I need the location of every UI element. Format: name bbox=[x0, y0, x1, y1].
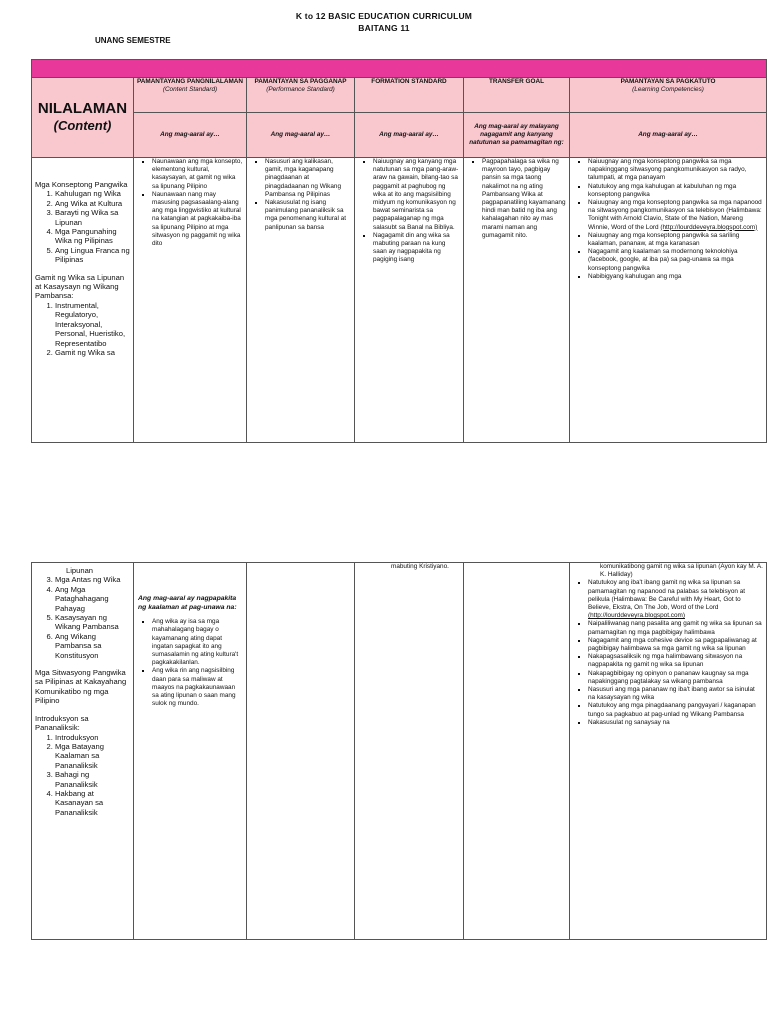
learning-competency-item: ▪ Naiuugnay ang mga konseptong pangwika sa sariling kaalaman, pananaw, at mga karanasan bbox=[588, 232, 763, 248]
curriculum-table-page1 bbox=[31, 59, 767, 443]
bullet-list bbox=[134, 158, 246, 248]
content-topic-list bbox=[35, 575, 130, 660]
learning-competency-item: ▪ Nasusuri ang mga pananaw ng iba't ibang awtor sa isinulat na kasaysayan ng wika bbox=[588, 686, 763, 702]
content-topic-item: 5. Ang Lingua Franca ng Pilipinas bbox=[55, 246, 130, 265]
content-header-title: NILALAMAN bbox=[37, 100, 128, 117]
transfer-goal-item: ▪ Pagpapahalaga sa wika ng mayroon tayo, pagbigay pansin sa mga taong nakalimot na ng ating Pambansang Wika at pagpapanatiling kayamanang hindi man batid ng iba ang kahalagahan nito ay mas marami naman ang gumagamit nito. bbox=[482, 158, 566, 240]
performance-standard-cell bbox=[247, 158, 355, 443]
content-standard-cell bbox=[134, 158, 247, 443]
learning-competency-item: ▪ Naipaliliwanag nang pasalita ang gamit ng wika sa lipunan sa pamamagitan ng mga pagbibigay halimbawa bbox=[588, 620, 763, 636]
content-row-page2 bbox=[32, 563, 767, 940]
content-topic-item: 2. Gamit ng Wika sa bbox=[55, 348, 130, 357]
content-standard-header bbox=[134, 78, 247, 113]
bullet-list bbox=[134, 618, 246, 708]
learning-competency-item: ▪ Naiuugnay ang mga konseptong pangwika sa mga napanood na sitwasyong pangkomunikasyon sa telebisyon (Halimbawa: Tonight with Arnold Clavio, State of the Nation, Mareng Winnie, Word of the Lord (http://lourddeveyra.blogspot.com) bbox=[588, 199, 763, 232]
content-topic-item: 3. Barayti ng Wika sa Lipunan bbox=[55, 208, 130, 227]
stem-c4: Ang mag-aaral ay malayang nagagamit ang kanyang natutunan sa pamamagitan ng: bbox=[464, 113, 570, 158]
learning-competencies-cell bbox=[570, 563, 767, 940]
content-topic-item: 3. Bahagi ng Pananaliksik bbox=[55, 770, 130, 789]
learning-competencies-sub: (Learning Competencies) bbox=[632, 86, 704, 94]
formation-standard-cell bbox=[355, 563, 464, 940]
content-cell bbox=[32, 158, 134, 443]
curriculum-table-page2 bbox=[31, 562, 767, 940]
stem-c5: Ang mag-aaral ay… bbox=[570, 113, 767, 158]
bullet-list bbox=[464, 158, 569, 240]
content-topic-title: Mga Sitwasyong Pangwika sa Pilipinas at Kakayahang Komunikatibo ng mga Pilipino bbox=[35, 668, 127, 706]
bullet-list bbox=[355, 158, 463, 265]
content-topic-title: Gamit ng Wika sa Lipunan at Kasaysayn ng Wikang Pambansa: bbox=[35, 272, 125, 301]
bullet-list bbox=[570, 158, 766, 281]
reference-link[interactable]: (http://lourddeveyra.blogspot.com) bbox=[660, 223, 758, 231]
bullet-list bbox=[247, 158, 354, 232]
curriculum-title: K to 12 BASIC EDUCATION CURRICULUM bbox=[295, 11, 473, 21]
column-header-row bbox=[32, 78, 767, 113]
content-topic-item: 1. Introduksyon bbox=[55, 733, 130, 742]
learning-competencies-title: PAMANTAYAN SA PAGKATUTO bbox=[620, 78, 716, 85]
content-standard-cell bbox=[134, 563, 247, 940]
content-standard-title: PAMANTAYANG PANGNILALAMAN bbox=[136, 78, 244, 85]
content-standard-intro: Ang mag-aaral ay nagpapakita ng kaalaman at pag-unawa na: bbox=[138, 595, 237, 611]
content-header bbox=[32, 78, 134, 158]
reference-link[interactable]: (http://lourddeveyra.blogspot.com) bbox=[588, 612, 685, 620]
learning-competency-item: ▪ Natutukoy ang mga kahulugan at kabuluhan ng mga konseptong pangwika bbox=[588, 183, 763, 199]
content-topic-item: 4. Hakbang at Kasanayan sa Pananaliksik bbox=[55, 789, 130, 817]
stem-c1: Ang mag-aaral ay… bbox=[134, 113, 247, 158]
content-topic-list bbox=[35, 301, 130, 357]
performance-standard-item: ▪ Nakasusulat ng isang panimulang pananaliksik sa mga penomenang kultural at panlipunan sa bansa bbox=[265, 199, 351, 232]
learning-competencies-cell bbox=[570, 158, 767, 443]
learning-competency-item: ▪ Nakasusulat ng sanaysay na bbox=[588, 719, 763, 727]
learning-competencies-header bbox=[570, 78, 767, 113]
content-topic-item: 5. Kasaysayan ng Wikang Pambansa bbox=[55, 613, 130, 632]
content-topic-item: 6. Ang Wikang Pambansa sa Konstitusyon bbox=[55, 632, 130, 660]
learning-competency-cont: komunikatibong gamit ng wika sa lipunan (Ayon kay M. A. K. Halliday) bbox=[600, 563, 763, 579]
performance-standard-cell bbox=[247, 563, 355, 940]
formation-standard-header bbox=[355, 78, 464, 113]
content-cell bbox=[32, 563, 134, 940]
content-topic-item: 1. Instrumental, Regulatoryo, Interaksyonal, Personal, Hueristiko, Representatibo bbox=[55, 301, 130, 348]
learning-competency-item: ▪ Nagagamit ang kaalaman sa modernong teknolohiya (facebook, google, at iba pa) sa pag-unawa sa mga konseptong pangwika bbox=[588, 248, 763, 273]
content-topic-item: 2. Mga Batayang Kaalaman sa Pananaliksik bbox=[55, 742, 130, 770]
transfer-goal-cell bbox=[464, 563, 570, 940]
formation-standard-item: ▪ Nagagamit din ang wika sa mabuting paraan na kung saan ay nagpapakita ng pagiging isang bbox=[373, 232, 460, 265]
content-standard-sub: (Content Standard) bbox=[162, 86, 218, 94]
learning-competency-item: ▪ Natutukoy ang mga pinagdaanang pangyayari / kaganapan tungo sa pagkabuo at pag-unlad ng Wikang Pambansa bbox=[588, 702, 763, 718]
content-topic-item: 4. Mga Pangunahing Wika ng Pilipinas bbox=[55, 227, 130, 246]
content-topic-item: 1. Kahulugan ng Wika bbox=[55, 189, 130, 198]
stem-row bbox=[32, 113, 767, 158]
content-header-sub: (Content) bbox=[53, 118, 112, 133]
formation-standard-cont: mabuting Kristiyano. bbox=[391, 563, 449, 570]
content-standard-item: ▪ Naunawaan ang mga konsepto, elementong kultural, kasaysayan, at gamit ng wika sa lipunang Pilipino bbox=[152, 158, 243, 191]
content-topic-list bbox=[35, 733, 130, 818]
performance-standard-header bbox=[247, 78, 355, 113]
content-standard-item: ▪ Naunawaan nang may masusing pagsasaalang-alang ang mga linggwistiko at kultural na katangian at pagkakaiba-iba sa lipunang Pilipino at mga sitwasyon ng paggamit ng wika dito bbox=[152, 191, 243, 248]
stem-c3: Ang mag-aaral ay… bbox=[355, 113, 464, 158]
semester-label: UNANG SEMESTRE bbox=[95, 36, 171, 45]
learning-competency-item: ▪ Nagagamit ang mga cohesive device sa pagpapaliwanag at pagbibigay halimbawa sa mga gamit ng wika sa lipunan bbox=[588, 637, 763, 653]
header-bar bbox=[32, 60, 767, 78]
content-topic-title: Mga Konseptong Pangwika bbox=[35, 180, 128, 189]
grade-level: BAITANG 11 bbox=[358, 23, 410, 33]
transfer-goal-cell bbox=[464, 158, 570, 443]
content-topic-item: 2. Ang Wika at Kultura bbox=[55, 199, 130, 208]
transfer-goal-title: TRANSFER GOAL bbox=[488, 78, 545, 85]
performance-standard-title: PAMANTAYAN SA PAGGANAP bbox=[254, 78, 347, 85]
content-topic-text: Lipunan bbox=[66, 566, 94, 575]
learning-competency-item: ▪ Nakapagbibigay ng opinyon o pananaw kaugnay sa mga napakinggang pagtalakay sa wikang pambansa bbox=[588, 670, 763, 686]
performance-standard-item: ▪ Nasusuri ang kalikasan, gamit, mga kaganapang pinagdaanan at pinagdadaanan ng Wikang Pambansa ng Pilipinas bbox=[265, 158, 351, 199]
content-standard-item: ▪ Ang wika rin ang nagsisilbing daan para sa maliwaw at maayos na pagkakaunawaan sa ating lipunan o saan mang sulok ng mundo. bbox=[152, 667, 243, 708]
stem-c2: Ang mag-aaral ay… bbox=[247, 113, 355, 158]
learning-competency-item: ▪ Nakapagsasaliksik ng mga halimbawang sitwasyon na nagpapakita ng gamit ng wika sa lipunan bbox=[588, 653, 763, 669]
transfer-goal-header bbox=[464, 78, 570, 113]
learning-competency-item: ▪ Natutukoy ang iba't ibang gamit ng wika sa lipunan sa pamamagitan ng napanood na palabas sa telebisyon at pelikula (Halimbawa: Be Careful with My Heart, Got to Believe, Ekstra, On The Job, Word of the Lord (http://lourddeveyra.blogspot.com) bbox=[588, 579, 763, 620]
learning-competency-item: ▪ Nabibigyang kahulugan ang mga bbox=[588, 273, 763, 281]
bullet-list bbox=[570, 579, 766, 727]
content-row-page1 bbox=[32, 158, 767, 443]
content-topic-list bbox=[35, 189, 130, 264]
formation-standard-item: ▪ Naiuugnay ang kanyang mga natutunan sa mga pang-araw-araw na gawain, bilang-tao sa paggamit at paghubog ng wika at ito ang magsisilbing midyum ng komunikasyon ng bawat seminarista sa pagpapalaganap ng mga salasubt sa Banal na Bibliya. bbox=[373, 158, 460, 232]
content-topic-title: Introduksyon sa Pananaliksik: bbox=[35, 713, 89, 733]
formation-standard-cell bbox=[355, 158, 464, 443]
formation-standard-title: FORMATION STANDARD bbox=[371, 78, 447, 85]
content-topic-item: 3. Mga Antas ng Wika bbox=[55, 575, 130, 584]
content-standard-item: ▪ Ang wika ay isa sa mga mahahalagang bagay o kayamanang ating dapat ingatan sapagkat ito ang sumasalamin ng ating kultura't pagkakakilanlan. bbox=[152, 618, 243, 667]
content-topic-item: 4. Ang Mga Pataghahagang Pahayag bbox=[55, 585, 130, 613]
performance-standard-sub: (Performance Standard) bbox=[266, 86, 335, 94]
learning-competency-item: ▪ Naiuugnay ang mga konseptong pangwika sa mga napakinggang sitwasyong pangkomunikasyon sa radyo, talumpati, at mga panayam bbox=[588, 158, 763, 183]
